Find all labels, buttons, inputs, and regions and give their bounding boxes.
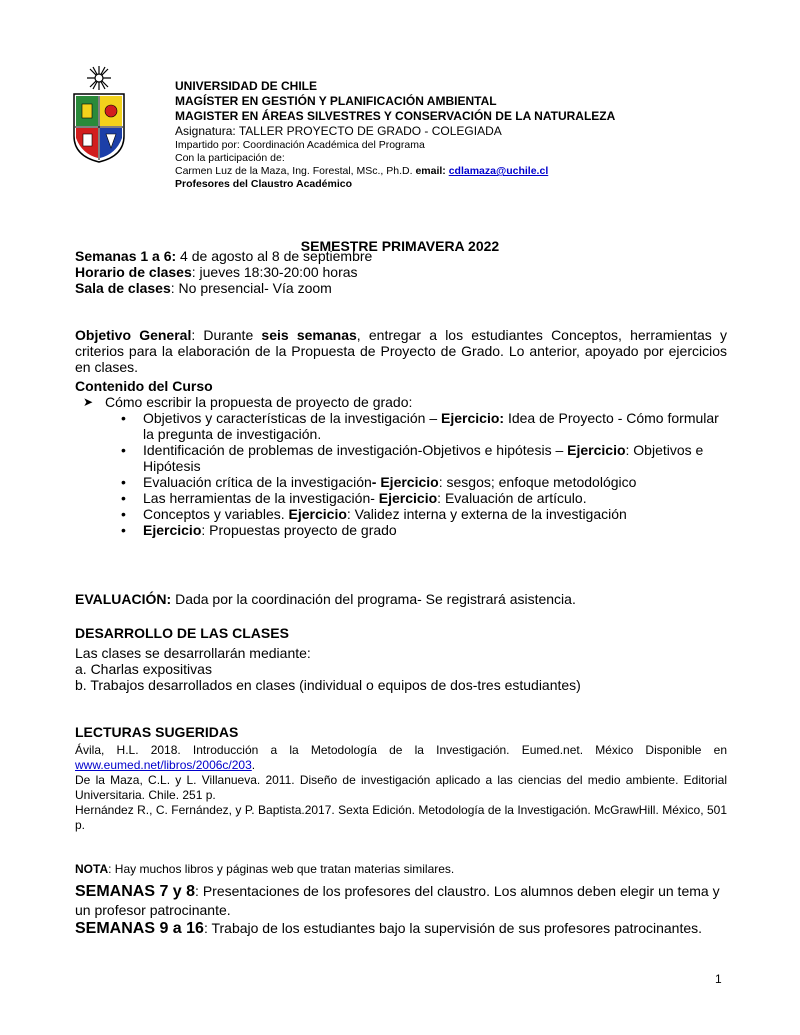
bullet-icon: • (121, 522, 126, 538)
item-text: Objetivos y características de la investigación – (143, 410, 442, 426)
item-exercise: Ejercicio (143, 522, 202, 538)
readings-title: LECTURAS SUGERIDAS (75, 724, 239, 740)
arrow-bullet-icon: ➤ (83, 395, 94, 409)
page-number: 1 (715, 972, 722, 986)
objective-paragraph (75, 327, 727, 375)
document-header (175, 79, 735, 191)
evaluation-paragraph (75, 591, 727, 607)
development-item-a: a. Charlas expositivas (75, 661, 212, 677)
weeks-7-8-text: : Presentaciones de los profesores del claustro. Los alumnos deben elegir un tema y un profesor patrocinante. (75, 883, 720, 918)
note-label: NOTA (75, 862, 109, 876)
weeks-9-16 (75, 919, 727, 938)
content-title: Contenido del Curso (75, 378, 213, 394)
note-text: : Hay muchos libros y páginas web que tratan materias similares. (108, 862, 455, 876)
weeks-7-8-label: SEMANAS 7 y 8 (75, 883, 196, 900)
university-name: UNIVERSIDAD DE CHILE (175, 79, 318, 93)
bullet-icon: • (121, 410, 126, 426)
item-text: Identificación de problemas de investigación-Objetivos e hipótesis – (143, 442, 568, 458)
email-link[interactable]: cdlamaza@uchile.cl (448, 165, 549, 177)
item-detail: Idea de Proyecto - Cómo formular la pregunta de investigación. (143, 410, 719, 442)
item-exercise: Ejercicio (288, 506, 347, 522)
email-label: email: (415, 165, 449, 177)
room-value: : No presencial- Vía zoom (170, 280, 332, 296)
schedule-block (75, 248, 727, 296)
reference-1-link[interactable]: www.eumed.net/libros/2006c/203 (75, 758, 252, 772)
instructor-name: Carmen Luz de la Maza, Ing. Forestal, MSc., Ph.D. (175, 165, 416, 177)
weeks-block (75, 882, 727, 938)
evaluation-label: EVALUACIÓN: (75, 591, 172, 607)
list-item (75, 522, 727, 538)
weeks-9-16-text: : Trabajo de los estudiantes bajo la supervisión de sus profesores patrocinantes. (203, 920, 703, 936)
note-paragraph (75, 862, 727, 877)
reference-2: De la Maza, C.L. y L. Villanueva. 2011. Diseño de investigación aplicado a las ciencias del medio ambiente. Editorial Universitaria. Chile. 251 p. (75, 773, 727, 802)
objective-text-1: : Durante (191, 327, 262, 343)
list-item (75, 474, 727, 490)
objective-emphasis: seis semanas (261, 327, 357, 343)
program-title-2: MAGISTER EN ÁREAS SILVESTRES Y CONSERVACIÓN DE LA NATURALEZA (175, 109, 616, 123)
development-item-b: b. Trabajos desarrollados en clases (individual o equipos de dos-tres estudiantes) (75, 677, 581, 693)
development-block (75, 645, 727, 693)
item-text: Conceptos y variables. (143, 506, 289, 522)
hours-value: : jueves 18:30-20:00 horas (191, 264, 358, 280)
item-text: Las herramientas de la investigación- (143, 490, 379, 506)
weeks-value: 4 de agosto al 8 de septiembre (176, 248, 373, 264)
bullet-icon: • (121, 490, 126, 506)
item-exercise: Ejercicio (378, 490, 438, 506)
list-item (75, 506, 727, 522)
item-text: Evaluación crítica de la investigación (143, 474, 372, 490)
university-crest-logo (70, 64, 128, 164)
item-detail: : Evaluación de artículo. (437, 490, 587, 506)
item-detail: : Validez interna y externa de la investigación (346, 506, 627, 522)
semester-title: SEMESTRE PRIMAVERA 2022 (300, 238, 500, 254)
objective-text-2: , entregar a los estudiantes Conceptos, herramientas y criterios para la elaboración de la Propuesta de Proyecto de Grado. Lo anterior, apoyado por ejercicios en clases. (75, 327, 727, 375)
room-line (75, 280, 727, 296)
instructor-line (175, 165, 735, 178)
weeks-label: Semanas 1 a 6: (75, 248, 177, 264)
participation-line: Con la participación de: (175, 152, 285, 164)
content-main-item (83, 394, 727, 410)
objective-label: Objetivo General (75, 327, 192, 343)
hours-label: Horario de clases (75, 264, 192, 280)
weeks-line (75, 248, 727, 264)
weeks-9-16-label: SEMANAS 9 a 16 (75, 920, 204, 937)
weeks-7-8 (75, 882, 727, 919)
hours-line (75, 264, 727, 280)
list-item (75, 410, 727, 442)
reference-3: Hernández R., C. Fernández, y P. Baptista.2017. Sexta Edición. Metodología de la Investigación. McGrawHill. México, 501 p. (75, 803, 727, 832)
content-main-item-label: Cómo escribir la propuesta de proyecto de grado: (105, 394, 413, 410)
development-title: DESARROLLO DE LAS CLASES (75, 625, 289, 641)
list-item (75, 490, 727, 506)
item-detail: : Propuestas proyecto de grado (201, 522, 397, 538)
development-intro: Las clases se desarrollarán mediante: (75, 645, 311, 661)
item-exercise: Ejercicio (567, 442, 626, 458)
reference-1-text: Ávila, H.L. 2018. Introducción a la Metodología de la Investigación. Eumed.net. México Disponible en (75, 743, 727, 757)
subject-line: Asignatura: TALLER PROYECTO DE GRADO - COLEGIADA (175, 124, 502, 138)
taught-by-line: Impartido por: Coordinación Académica del Programa (175, 139, 425, 151)
course-content (75, 378, 727, 538)
item-exercise: - Ejercicio (371, 474, 439, 490)
item-exercise: Ejercicio: (441, 410, 505, 426)
reference-1-end: . (251, 758, 256, 772)
list-item (75, 442, 727, 474)
program-title-1: MAGÍSTER EN GESTIÓN Y PLANIFICACIÓN AMBIENTAL (175, 94, 497, 108)
item-detail: : sesgos; enfoque metodológico (438, 474, 637, 490)
shield-icon (74, 94, 124, 162)
item-detail: : Objetivos e Hipótesis (143, 442, 704, 474)
evaluation-text: Dada por la coordinación del programa- Se registrará asistencia. (171, 591, 576, 607)
content-list (75, 410, 727, 538)
bullet-icon: • (121, 474, 126, 490)
readings-list (75, 743, 727, 833)
room-label: Sala de clases (75, 280, 171, 296)
bullet-icon: • (121, 442, 126, 458)
bullet-icon: • (121, 506, 126, 522)
faculty-line: Profesores del Claustro Académico (175, 178, 353, 190)
star-icon (87, 66, 111, 90)
reference-1 (75, 743, 727, 773)
